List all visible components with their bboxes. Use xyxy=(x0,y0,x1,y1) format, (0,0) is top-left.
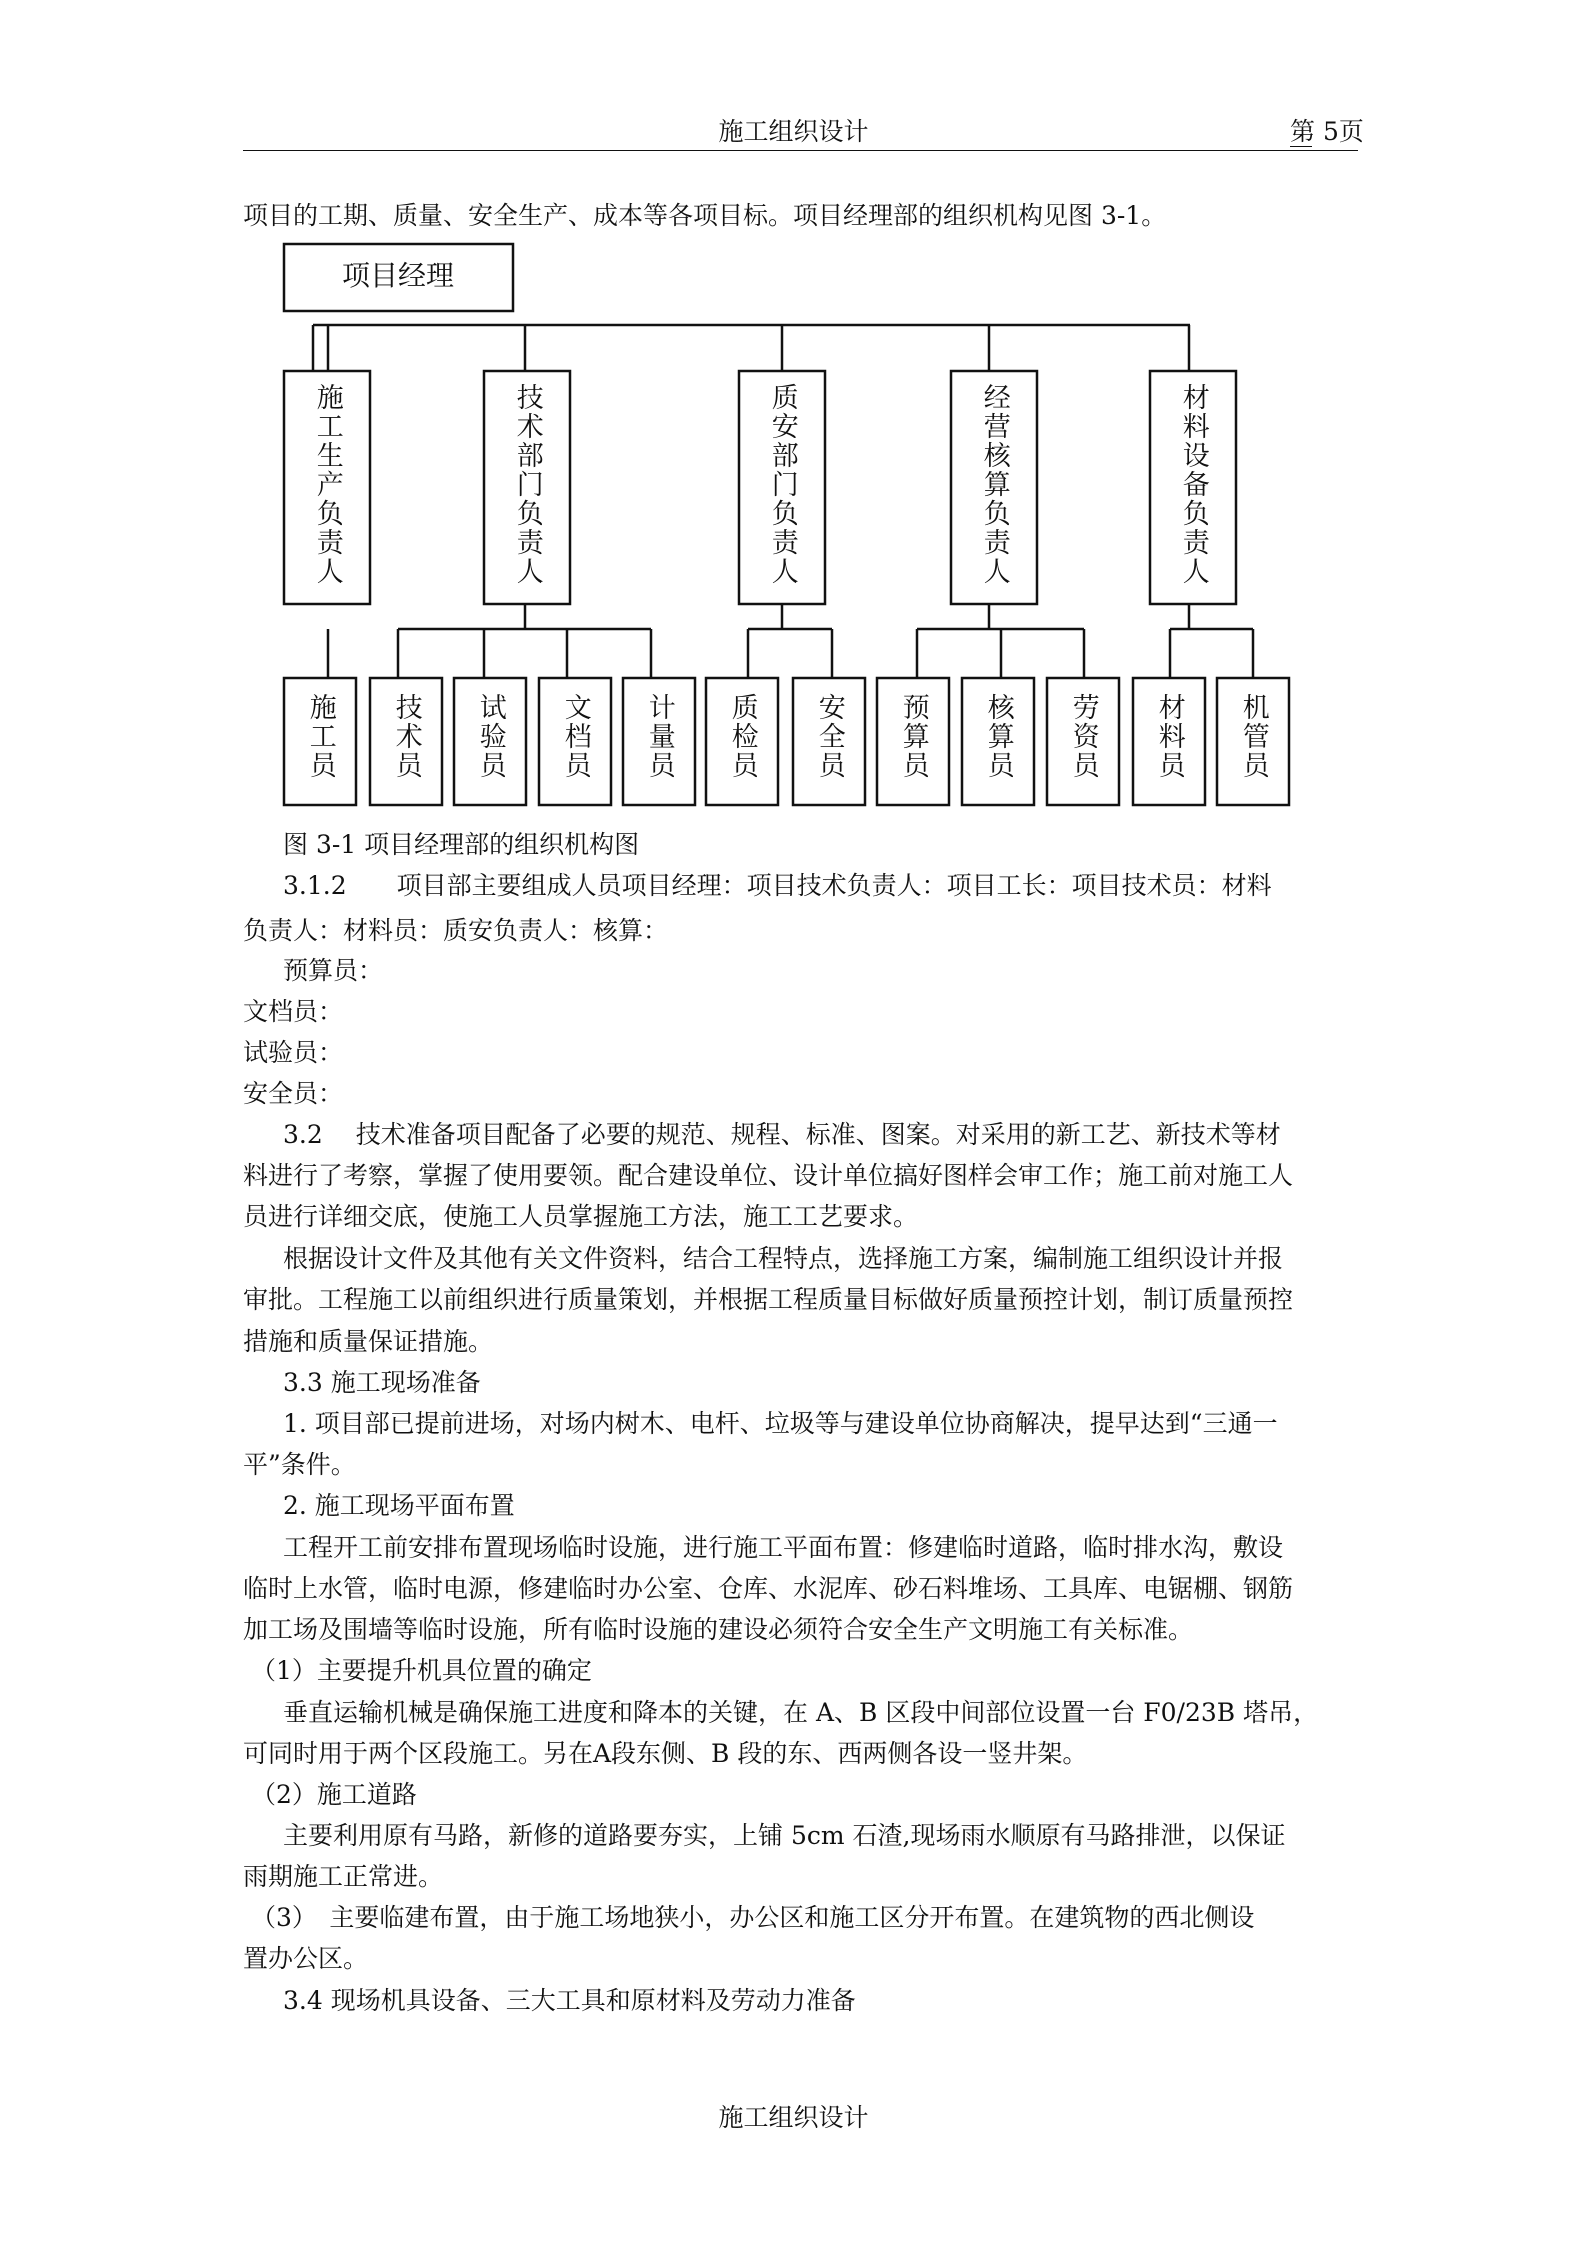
text-line: 平”条件。 xyxy=(243,1450,356,1479)
staff-label: 安全员 xyxy=(813,693,845,780)
staff-label: 施工员 xyxy=(304,693,336,780)
text-line: 临时上水管，临时电源，修建临时办公室、仓库、水泥库、砂石料堆场、工具库、电锯棚、钢筋 xyxy=(243,1574,1294,1603)
text-line: 预算员： xyxy=(283,956,384,985)
text-line: 负责人：材料员：质安负责人：核算： xyxy=(243,916,669,945)
manager-label: 质安部门负责人 xyxy=(766,383,798,586)
text-line: 雨期施工正常进。 xyxy=(243,1862,444,1891)
staff-label: 机管员 xyxy=(1237,693,1269,780)
text-line: 2. 施工现场平面布置 xyxy=(283,1491,515,1520)
text-line: （2）施工道路 xyxy=(251,1780,417,1809)
text-line: 工程开工前安排布置现场临时设施，进行施工平面布置：修建临时道路，临时排水沟，敷设 xyxy=(283,1533,1284,1562)
text-line: 文档员： xyxy=(243,997,344,1026)
figure-caption: 图 3-1 项目经理部的组织机构图 xyxy=(283,830,640,859)
staff-label: 劳资员 xyxy=(1067,693,1099,780)
text-line: 3.2 技术准备项目配备了必要的规范、规程、标准、图案。对采用的新工艺、新技术等材 xyxy=(283,1120,1281,1149)
text-line: 垂直运输机械是确保施工进度和降本的关键，在 A、B 区段中间部位设置一台 F0/23B 塔吊， xyxy=(283,1698,1319,1727)
page-number: 第 5页 xyxy=(1290,117,1364,146)
section-heading: 3.3 施工现场准备 xyxy=(283,1368,481,1397)
text-line: （1）主要提升机具位置的确定 xyxy=(251,1656,592,1685)
project-manager-label: 项目经理 xyxy=(342,259,455,292)
manager-label: 施工生产负责人 xyxy=(311,383,343,586)
staff-label: 预算员 xyxy=(897,693,929,780)
footer-title: 施工组织设计 xyxy=(718,2103,869,2132)
staff-label: 技术员 xyxy=(390,693,422,780)
text-line: 置办公区。 xyxy=(243,1944,369,1973)
text-line: 主要利用原有马路，新修的道路要夯实，上铺 5cm 石渣,现场雨水顺原有马路排泄，以保证 xyxy=(283,1821,1286,1850)
text-line: 可同时用于两个区段施工。另在A段东侧、B 段的东、西两侧各设一竖井架。 xyxy=(243,1739,1088,1768)
text-line: （3） 主要临建布置，由于施工场地狭小，办公区和施工区分开布置。在建筑物的西北侧设 xyxy=(251,1903,1255,1932)
text-line: 试验员： xyxy=(243,1038,344,1067)
text-line: 料进行了考察，掌握了使用要领。配合建设单位、设计单位搞好图样会审工作；施工前对施工人 xyxy=(243,1161,1294,1190)
text-line: 3.1.2 项目部主要组成人员项目经理：项目技术负责人：项目工长：项目技术员：材料 xyxy=(283,871,1272,900)
staff-label: 试验员 xyxy=(474,693,506,780)
staff-label: 质检员 xyxy=(726,693,758,780)
text-line: 措施和质量保证措施。 xyxy=(243,1327,494,1356)
manager-label: 经营核算负责人 xyxy=(978,383,1010,586)
text-line: 审批。工程施工以前组织进行质量策划，并根据工程质量目标做好质量预控计划，制订质量预控 xyxy=(243,1285,1294,1314)
staff-label: 计量员 xyxy=(643,693,675,780)
text-line: 根据设计文件及其他有关文件资料，结合工程特点，选择施工方案，编制施工组织设计并报 xyxy=(283,1244,1284,1273)
text-line: 安全员： xyxy=(243,1079,344,1108)
staff-label: 文档员 xyxy=(559,693,591,780)
intro-paragraph: 项目的工期、质量、安全生产、成本等各项目标。项目经理部的组织机构见图 3-1。 xyxy=(243,201,1167,230)
text-line: 1. 项目部已提前进场，对场内树木、电杆、垃圾等与建设单位协商解决，提早达到“三通一 xyxy=(283,1409,1278,1438)
staff-label: 材料员 xyxy=(1153,693,1185,780)
staff-label: 核算员 xyxy=(982,693,1014,780)
manager-label: 技术部门负责人 xyxy=(511,383,543,586)
section-heading: 3.4 现场机具设备、三大工具和原材料及劳动力准备 xyxy=(283,1986,856,2015)
header-title: 施工组织设计 xyxy=(718,117,869,146)
text-line: 加工场及围墙等临时设施，所有临时设施的建设必须符合安全生产文明施工有关标准。 xyxy=(243,1615,1194,1644)
text-line: 员进行详细交底，使施工人员掌握施工方法，施工工艺要求。 xyxy=(243,1202,919,1231)
manager-label: 材料设备负责人 xyxy=(1177,383,1209,586)
